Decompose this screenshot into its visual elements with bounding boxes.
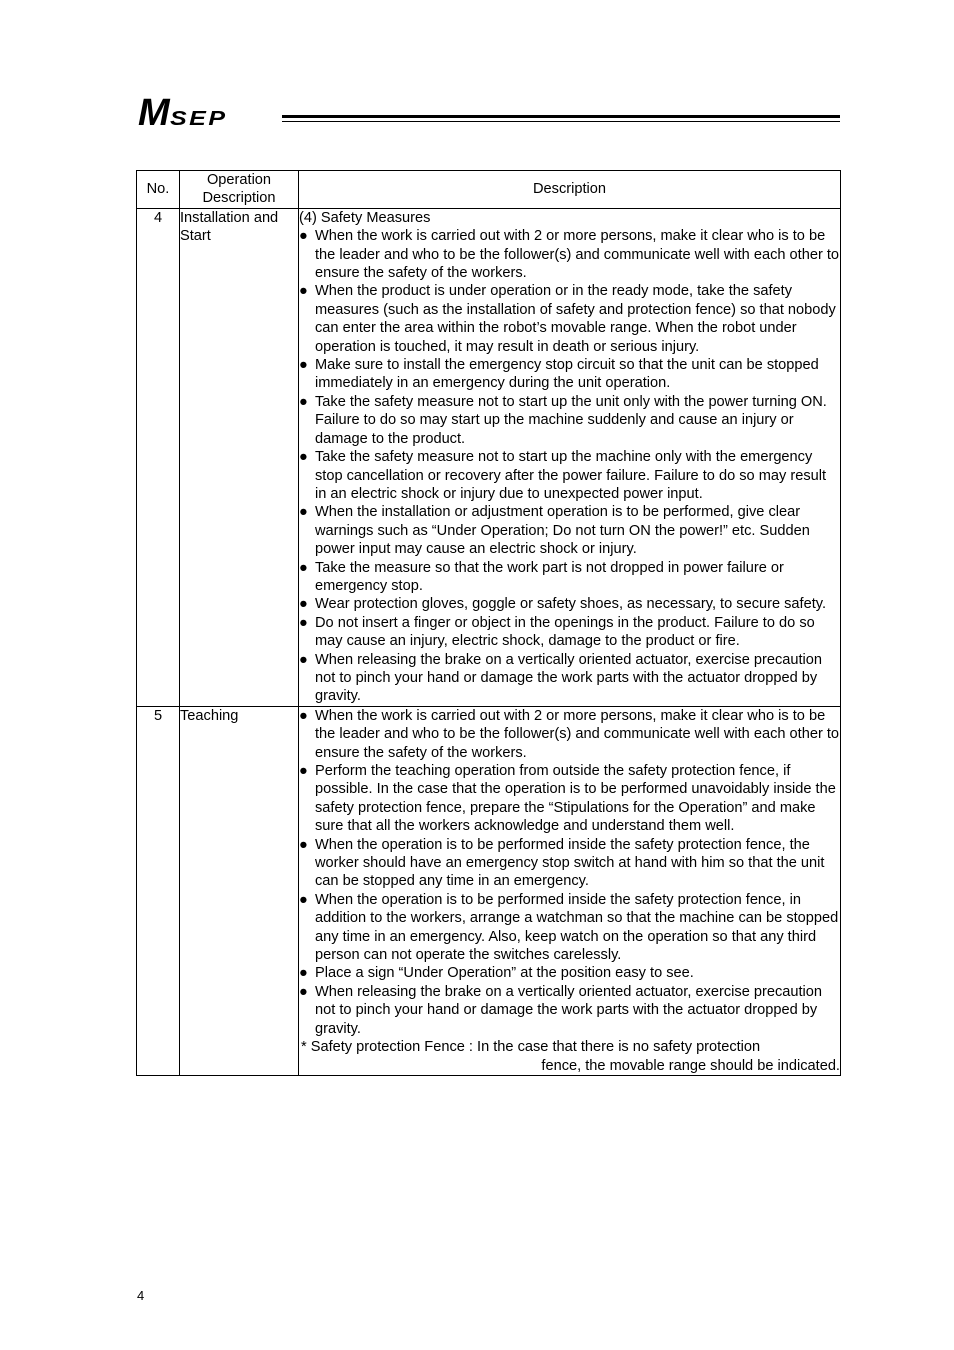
list-item: ● When the operation is to be performed inside the safety protection fence, in addition to the workers, arrange a watchman so that the machine can be stopped any time in an emergency. Also, keep watch on the operation so that any third person can not operate the switches carelessly. bbox=[299, 891, 839, 964]
bullet-icon: ● bbox=[299, 357, 308, 374]
bullet-icon: ● bbox=[299, 614, 308, 631]
footnote-line1: * Safety protection Fence : In the case that there is no safety protection bbox=[301, 1039, 761, 1056]
row-description bbox=[299, 706, 841, 1075]
list-item: ● When releasing the brake on a vertically oriented actuator, exercise precaution not to pinch your hand or damage the work parts with the actuator dropped by gravity. bbox=[299, 983, 823, 1037]
header-operation bbox=[180, 171, 299, 209]
header-rule-thin bbox=[282, 121, 840, 122]
bullet-icon: ● bbox=[299, 983, 308, 1000]
row-no: 4 bbox=[137, 208, 180, 706]
bullet-icon: ● bbox=[299, 449, 308, 466]
list-item: ● When the installation or adjustment operation is to be performed, give clear warnings such as “Under Operation; Do not turn ON the power!” etc. Sudden power input may cause an electric shock or injury. bbox=[299, 504, 810, 558]
list-item: ● Take the measure so that the work part is not dropped in power failure or emergency stop. bbox=[299, 559, 784, 594]
bullet-icon: ● bbox=[299, 651, 308, 668]
page-number: 4 bbox=[137, 1288, 145, 1303]
bullet-icon: ● bbox=[299, 891, 308, 908]
list-item: ● Take the safety measure not to start up the unit only with the power turning ON. Failure to do so may start up the machine suddenly and cause an injury or damage to the product. bbox=[299, 393, 827, 447]
list-item: ● When the work is carried out with 2 or more persons, make it clear who is to be the leader and who to be the follower(s) and communicate well with each other to ensure the safety of the workers. bbox=[299, 228, 840, 282]
list-item: ● Do not insert a finger or object in the openings in the product. Failure to do so may cause an injury, electric shock, damage to the product or fire. bbox=[299, 614, 815, 650]
row-operation: Teaching bbox=[180, 706, 299, 1075]
footnote-line2: fence, the movable range should be indicated. bbox=[541, 1057, 840, 1074]
bullet-icon: ● bbox=[299, 836, 308, 853]
section-title: (4) Safety Measures bbox=[299, 209, 431, 226]
bullet-icon: ● bbox=[299, 504, 308, 521]
table-row bbox=[137, 706, 841, 1075]
list-item: ● Wear protection gloves, goggle or safety shoes, as necessary, to secure safety. bbox=[299, 596, 827, 613]
list-item: ● When the product is under operation or in the ready mode, take the safety measures (such as the installation of safety and protection fence) so that nobody can enter the area within the robot’s movable range. When the robot under operation is touched, it may result in death or serious injury. bbox=[299, 283, 836, 355]
list-item: ● Make sure to install the emergency stop circuit so that the unit can be stopped immediately in an emergency during the unit operation. bbox=[299, 357, 819, 392]
bullet-icon: ● bbox=[299, 596, 308, 613]
header-operation-line1: Operation bbox=[206, 172, 272, 188]
row-description bbox=[299, 208, 841, 706]
row-operation: Installation and Start bbox=[180, 208, 299, 706]
logo-sep: SEP bbox=[169, 108, 228, 130]
row-no: 5 bbox=[137, 706, 180, 1075]
header-description: Description bbox=[299, 171, 841, 209]
bullet-icon: ● bbox=[299, 559, 308, 576]
header-operation-line2: Description bbox=[202, 190, 276, 207]
bullet-icon: ● bbox=[299, 763, 308, 779]
bullet-icon: ● bbox=[299, 228, 308, 245]
mseP-logo bbox=[138, 92, 228, 134]
bullet-icon: ● bbox=[299, 707, 308, 724]
safety-table bbox=[136, 170, 841, 1076]
bullet-icon: ● bbox=[299, 283, 308, 300]
list-item: ● Perform the teaching operation from outside the safety protection fence, if possible. In the case that the operation is to be performed unavoidably inside the safety protection fence, prepare the “Stipulations for the Operation” and make sure that all the workers acknowledge and understand them well. bbox=[299, 763, 836, 835]
table-header-row bbox=[137, 171, 841, 209]
bullet-icon: ● bbox=[299, 393, 308, 410]
bullet-list bbox=[299, 707, 840, 1038]
bullet-icon: ● bbox=[299, 965, 308, 982]
list-item: ● Take the safety measure not to start up the machine only with the emergency stop cancellation or recovery after the power failure. Failure to do so may result in an electric shock or injury due to unexpected power input. bbox=[299, 449, 827, 502]
list-item: ● When the operation is to be performed inside the safety protection fence, the worker should have an emergency stop switch at hand with him so that the unit can be stopped any time in an emergency. bbox=[299, 836, 825, 890]
list-item: ● When releasing the brake on a vertically oriented actuator, exercise precaution not to pinch your hand or damage the work parts with the actuator dropped by gravity. bbox=[299, 651, 823, 705]
header-rule-thick bbox=[282, 115, 840, 118]
bullet-list bbox=[299, 227, 840, 706]
list-item: ● When the work is carried out with 2 or more persons, make it clear who is to be the leader and who to be the follower(s) and communicate well with each other to ensure the safety of the workers. bbox=[299, 707, 840, 761]
list-item: ● Place a sign “Under Operation” at the position easy to see. bbox=[299, 965, 694, 982]
logo-m: M bbox=[138, 92, 168, 134]
table-row bbox=[137, 208, 841, 706]
header-no: No. bbox=[137, 171, 180, 209]
